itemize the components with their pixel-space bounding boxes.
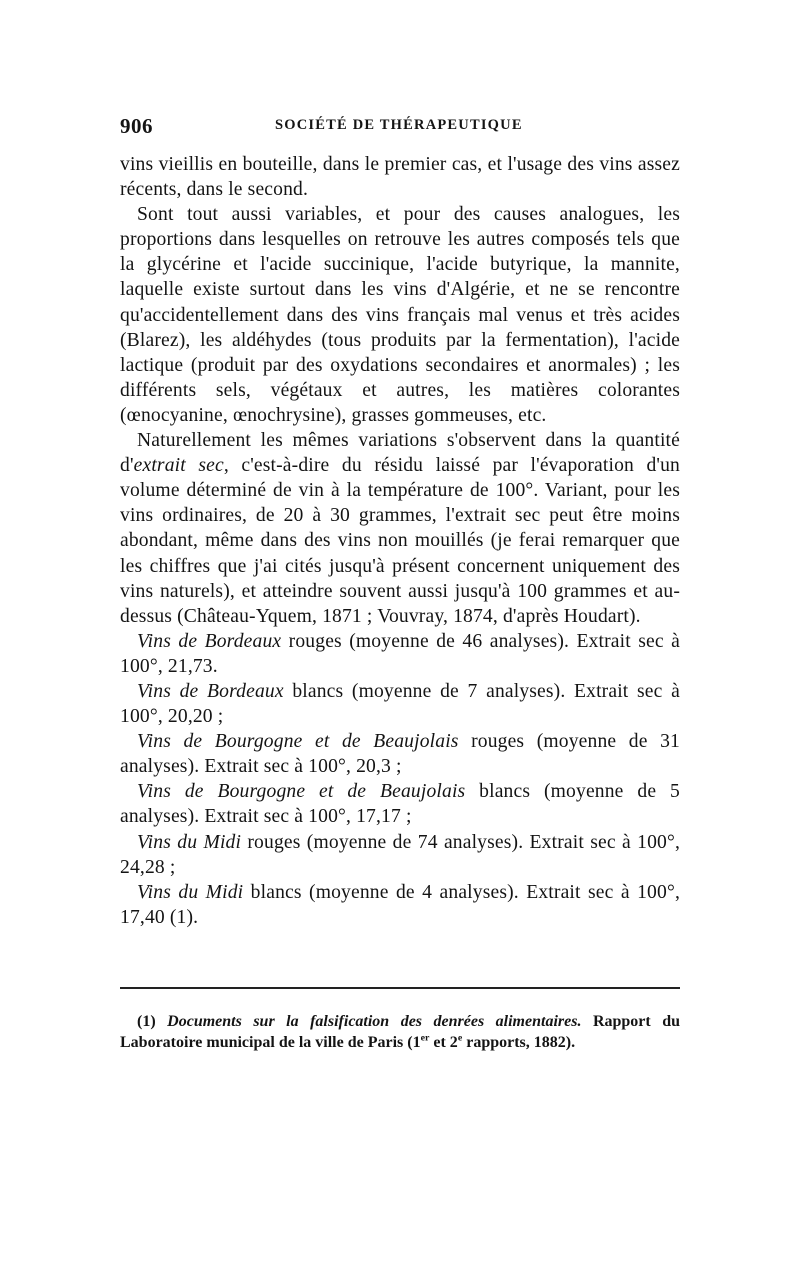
footnote-divider [120,987,680,989]
wine-details: rouges (moyenne de 46 analyses). Extrait sec à 100°, 21,73. [120,630,680,677]
main-text [120,152,680,930]
wine-details: rouges (moyenne de 31 analyses). Extrait sec à 100°, 20,3 ; [120,731,680,778]
footnote-body: Rapport du Laboratoire municipal de la ville de Paris (1 [120,1013,681,1051]
paragraph-text: Naturellement les mêmes variations s'observent dans la quantité d' [120,430,680,477]
wine-name: Vins de Bordeaux [137,680,284,702]
running-title: SOCIÉTÉ DE THÉRAPEUTIQUE [275,117,523,133]
superscript: e [457,1032,463,1044]
paragraph-continuation: vins vieillis en bouteille, dans le premier cas, et l'usage des vins assez récents, dans le second. [120,154,680,201]
wine-details: blancs (moyenne de 7 analyses). Extrait sec à 100°, 20,20 ; [120,680,680,728]
wine-entry [120,629,680,679]
wine-details: blancs (moyenne de 4 analyses). Extrait sec à 100°, 17,40 (1). [120,881,680,928]
emphasis-term: extrait sec [133,455,224,477]
wine-entry [120,679,680,729]
wine-details: rouges (moyenne de 74 analyses). Extrait sec à 100°, 24,28 ; [120,831,680,878]
footnote-text [120,1011,680,1053]
paragraph-composes: Sont tout aussi variables, et pour des causes analogues, les proportions dans lesquelles on retrouve les autres composés tels que la glycérine et l'acide succinique, l'acide butyrique, la mannite, laquelle existe surtout dans les vins d'Algérie, et ne se rencontre qu'accidentellement dans des vins français mal venus et très acides (Blarez), les aldéhydes (tous produits par la fermentation), l'acide lactique (produit par des oxydations secondaires et anormales) ; les différents sels, végétaux et autres, les matières colorantes (œnocyanine, œnochrysine), grasses gommeuses, etc. [120,204,680,426]
wine-name: Vins de Bourgogne et de Beaujolais [137,731,459,753]
wine-entry [120,729,680,779]
superscript: er [420,1032,430,1044]
wine-entry [120,880,680,930]
footnote-body: rapports, 1882). [462,1034,576,1051]
footnote-title: Documents sur la falsification des denrées alimentaires. [167,1013,582,1030]
wine-name: Vins du Midi [137,881,244,903]
footnote-body: et 2 [429,1034,458,1051]
footnote [120,1011,680,1053]
wine-entry [120,830,680,880]
wine-entry [120,779,680,829]
page-header [120,114,680,140]
wine-name: Vins du Midi [137,831,242,853]
page-number: 906 [120,114,153,138]
wine-name: Vins de Bordeaux [137,630,282,652]
paragraph-extrait-sec [120,428,680,629]
footnote-marker: (1) [137,1013,168,1030]
paragraph-text: , c'est-à-dire du résidu laissé par l'évaporation d'un volume déterminé de vin à la température de 100°. Variant, pour les vins ordinaires, de 20 à 30 grammes, l'extrait sec peut être moins abondant, même dans des vins non mouillés (je ferai remarquer que les chiffres que j'ai cités jusqu'à présent concernent uniquement des vins naturels), et atteindre souvent aussi jusqu'à 100 grammes et au-dessus (Château-Yquem, 1871 ; Vouvray, 1874, d'après Houdart). [120,455,680,627]
wine-details: blancs (moyenne de 5 analyses). Extrait sec à 100°, 17,17 ; [120,781,680,828]
wine-name: Vins de Bourgogne et de Beaujolais [137,781,466,803]
